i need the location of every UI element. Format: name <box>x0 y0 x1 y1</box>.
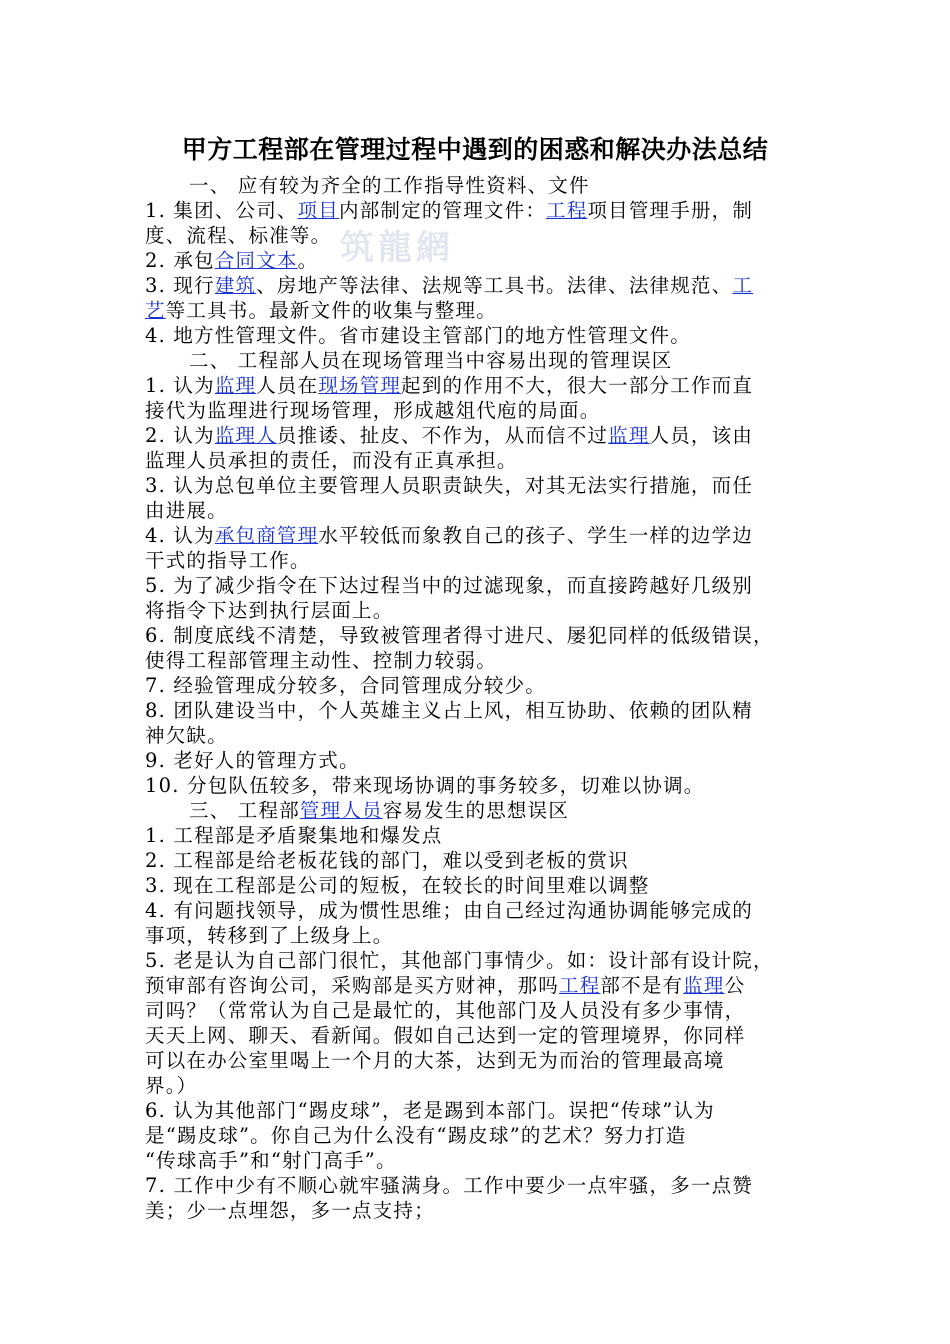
inline-link[interactable]: 工程 <box>559 974 601 997</box>
text-line <box>145 698 817 723</box>
text-span: 2. 认为 <box>145 424 215 447</box>
text-span: 2. 承包 <box>145 249 215 272</box>
text-line <box>145 423 817 448</box>
text-line <box>145 1148 817 1173</box>
text-span: 二、 工程部人员在现场管理当中容易出现的管理误区 <box>189 349 673 372</box>
text-line <box>145 273 817 298</box>
text-span: 7. 工作中少有不顺心就牢骚满身。工作中要少一点牢骚，多一点赞 <box>145 1174 754 1197</box>
text-line <box>145 623 817 648</box>
text-span: 员推诿、扯皮、不作为，从而信不过 <box>276 424 609 447</box>
text-line <box>145 498 817 523</box>
text-span: 可以在办公室里喝上一个月的大茶，达到无为而治的管理最高境 <box>145 1049 725 1072</box>
section-heading <box>145 348 817 373</box>
text-span: 界。） <box>145 1074 198 1097</box>
inline-link[interactable]: 现场管理 <box>318 374 402 397</box>
text-span: 部不是有 <box>600 974 684 997</box>
text-line <box>145 923 817 948</box>
text-line <box>145 1098 817 1123</box>
text-span: 天天上网、聊天、看新闻。假如自己达到一定的管理境界，你同样 <box>145 1024 746 1047</box>
text-span: 由进展。 <box>145 499 228 522</box>
text-span: 5. 老是认为自己部门很忙，其他部门事情少。如：设计部有设计院， <box>145 949 774 972</box>
text-line <box>145 223 817 248</box>
text-span: 一、 应有较为齐全的工作指导性资料、文件 <box>189 174 590 197</box>
inline-link[interactable]: 工程 <box>546 199 588 222</box>
inline-link[interactable]: 项目 <box>297 199 340 222</box>
text-line <box>145 1048 817 1073</box>
document-title: 甲方工程部在管理过程中遇到的困惑和解决办法总结 <box>181 135 769 164</box>
text-line <box>145 598 817 623</box>
text-span: 起到的作用不大，很大一部分工作而直 <box>401 374 754 397</box>
text-line <box>145 398 817 423</box>
section-heading <box>145 798 817 823</box>
text-span: 人员，该由 <box>649 424 754 447</box>
text-span: 神欠缺。 <box>145 724 228 747</box>
text-span: 三、 工程部 <box>189 799 300 822</box>
text-span: “传球高手”和“射门高手”。 <box>145 1149 397 1172</box>
text-span: 4. 认为 <box>145 524 215 547</box>
text-line <box>145 748 817 773</box>
text-span: 度、流程、标准等。 <box>145 224 332 247</box>
text-span: 3. 现行 <box>145 274 215 297</box>
text-span: 4. 地方性管理文件。省市建设主管部门的地方性管理文件。 <box>145 324 691 347</box>
text-span: 监理人员承担的责任，而没有正真承担。 <box>145 449 518 472</box>
text-span: 10. 分包队伍较多，带来现场协调的事务较多，切难以协调。 <box>145 774 705 797</box>
inline-link[interactable]: 监理 <box>608 424 650 447</box>
text-span: 水平较低而象教自己的孩子、学生一样的边学边 <box>318 524 754 547</box>
text-line <box>145 248 817 273</box>
text-line <box>145 323 817 348</box>
text-line <box>145 973 817 998</box>
text-span: 3. 现在工程部是公司的短板，在较长的时间里难以调整 <box>145 874 650 897</box>
text-span: 2. 工程部是给老板花钱的部门，难以受到老板的赏识 <box>145 849 629 872</box>
text-span: 使得工程部管理主动性、控制力较弱。 <box>145 649 497 672</box>
text-line <box>145 848 817 873</box>
inline-link[interactable]: 监理人 <box>214 424 277 447</box>
text-span: 接代为监理进行现场管理，形成越俎代庖的局面。 <box>145 399 601 422</box>
text-line <box>145 998 817 1023</box>
text-line <box>145 523 817 548</box>
text-span: 等工具书。最新文件的收集与整理。 <box>165 299 497 322</box>
text-line <box>145 473 817 498</box>
text-span: 6. 认为其他部门“踢皮球”，老是踢到本部门。误把“传球”认为 <box>145 1099 715 1122</box>
text-span: 9. 老好人的管理方式。 <box>145 749 360 772</box>
inline-link[interactable]: 工 <box>732 274 754 297</box>
text-line <box>145 548 817 573</box>
text-line <box>145 823 817 848</box>
inline-link[interactable]: 艺 <box>145 299 166 322</box>
text-span: 是“踢皮球”。你自己为什么没有“踢皮球”的艺术？努力打造 <box>145 1124 687 1147</box>
text-span: 。 <box>297 249 319 272</box>
text-line <box>145 1073 817 1098</box>
text-span: 6. 制度底线不清楚，导致被管理者得寸进尺、屡犯同样的低级错误， <box>145 624 774 647</box>
text-line <box>145 1173 817 1198</box>
text-span: 司吗？（常常认为自己是最忙的，其他部门及人员没有多少事情， <box>145 999 746 1022</box>
watermark-logo: 筑龍網 <box>340 228 454 268</box>
text-span: 内部制定的管理文件： <box>339 199 547 222</box>
text-span: 美；少一点埋怨，多一点支持； <box>145 1199 435 1222</box>
inline-link[interactable]: 合同文本 <box>214 249 298 272</box>
text-span: 1. 集团、公司、 <box>145 199 298 222</box>
text-span: 8. 团队建设当中，个人英雄主义占上风，相互协助、依赖的团队精 <box>145 699 754 722</box>
text-line <box>145 873 817 898</box>
text-line <box>145 1123 817 1148</box>
text-span: 1. 工程部是矛盾聚集地和爆发点 <box>145 824 443 847</box>
inline-link[interactable]: 建筑 <box>214 274 257 297</box>
text-span: 将指令下达到执行层面上。 <box>145 599 394 622</box>
document-body <box>145 173 817 1223</box>
section-heading <box>145 173 817 198</box>
text-line <box>145 648 817 673</box>
text-line <box>145 673 817 698</box>
inline-link[interactable]: 监理 <box>214 374 257 397</box>
text-line <box>145 948 817 973</box>
text-span: 、房地产等法律、法规等工具书。法律、法律规范、 <box>256 274 733 297</box>
text-line <box>145 723 817 748</box>
text-span: 干式的指导工作。 <box>145 549 311 572</box>
text-line <box>145 898 817 923</box>
text-span: 预审部有咨询公司，采购部是买方财神，那吗 <box>145 974 560 997</box>
inline-link[interactable]: 监理 <box>683 974 725 997</box>
text-span: 容易发生的思想误区 <box>382 799 570 822</box>
text-span: 公 <box>724 974 746 997</box>
text-line <box>145 448 817 473</box>
text-span: 7. 经验管理成分较多，合同管理成分较少。 <box>145 674 547 697</box>
inline-link[interactable]: 管理人员 <box>299 799 383 822</box>
text-line <box>145 298 817 323</box>
text-line <box>145 198 817 223</box>
text-span: 1. 认为 <box>145 374 215 397</box>
inline-link[interactable]: 承包商管理 <box>214 524 319 547</box>
text-line <box>145 373 817 398</box>
text-line <box>145 1198 817 1223</box>
text-line <box>145 573 817 598</box>
text-span: 事项，转移到了上级身上。 <box>145 924 394 947</box>
text-span: 项目管理手册，制 <box>587 199 754 222</box>
text-line <box>145 1023 817 1048</box>
text-span: 4. 有问题找领导，成为惯性思维；由自己经过沟通协调能够完成的 <box>145 899 754 922</box>
text-span: 人员在 <box>256 374 319 397</box>
text-line <box>145 773 817 798</box>
text-span: 3. 认为总包单位主要管理人员职责缺失，对其无法实行措施，而任 <box>145 474 754 497</box>
text-span: 5. 为了减少指令在下达过程当中的过滤现象，而直接跨越好几级别 <box>145 574 754 597</box>
